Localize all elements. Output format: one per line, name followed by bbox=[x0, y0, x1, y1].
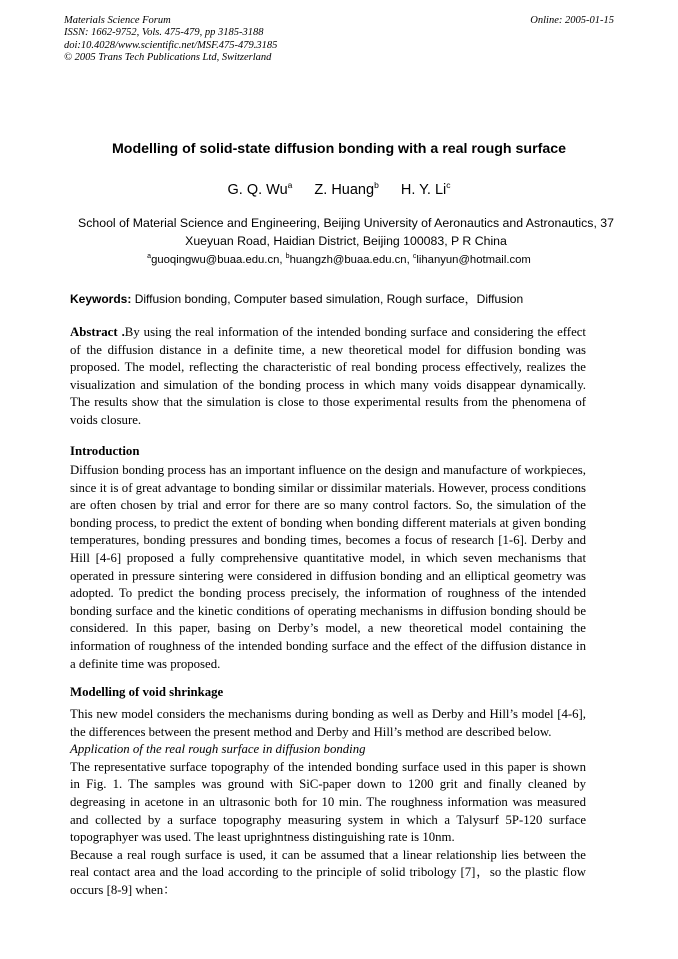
email-address[interactable]: lihanyun@hotmail.com bbox=[416, 254, 531, 266]
abstract-text: By using the real information of the intended bonding surface and considering the effect of the diffusion distance in a definite time, a new theoretical model for diffusion bonding was proposed. The model, reflecting the characteristic of real bonding process effectively, realizes the visualization and simulation of the bonding process in which many voids disappear dynamically. The results show that the simulation is close to those experimental results from the phenomena of voids closure. bbox=[70, 325, 586, 427]
surface-description: The representative surface topography of the intended bonding surface used in this paper is shown in Fig. 1. The samples was ground with SiC-paper down to 1200 grit and finally cleaned by degreasing in acetone in an ultrasonic both for 10 min. The roughness information was measured and collected by a surface topography measuring system in which a Talysurf 5P-120 surface topographyer was used. The least uprighntness distinguishing rate is 10nm. bbox=[70, 759, 586, 845]
modelling-text bbox=[70, 706, 586, 900]
abstract-label: Abstract . bbox=[70, 325, 125, 339]
email-marker: b bbox=[285, 253, 290, 260]
page-header bbox=[64, 15, 614, 65]
author bbox=[401, 182, 451, 198]
paper-title: Modelling of solid-state diffusion bonding with a real rough surface bbox=[111, 141, 566, 157]
author-list bbox=[0, 180, 678, 198]
email-address[interactable]: guoqingwu@buaa.edu.cn, bbox=[151, 254, 283, 266]
doi-line: doi:10.4028/www.scientific.net/MSF.475-479.3185 bbox=[64, 39, 278, 51]
author-name: H. Y. Li bbox=[400, 182, 447, 198]
introduction-text: Diffusion bonding process has an important influence on the design and manufacture of workpieces, since it is of great advantage to bonding similar or dissimilar materials. However, process conditions are often chosen by trial and error for there are so many control factors. So, the simulation of the bonding process, to predict the extent of bonding when bonding different materials at given bonding temperatures, bonding pressures and bonding times, becomes a focus of research [1-6]. Derby and Hill [4-6] proposed a fully comprehensive quantitative model, in which seven mechanisms that operated in pressure sintering were considered in diffusion bonding and an elliptical geometry was adopted. To predict the bonding process precisely, the information of roughness of the intended bonding surface and the kinetic conditions of operating mechanisms in diffusion bonding should be considered. In this paper, basing on Derby’s model, a new theoretical model containing the information of roughness of the intended bonding surface and the effect of the diffusion distance in a definite time was proposed. bbox=[70, 463, 586, 671]
modelling-intro: This new model considers the mechanisms during bonding as well as Derby and Hill’s model [4-6], the differences between the present method and Derby and Hill’s method are described below. bbox=[70, 707, 586, 739]
keywords-text: Diffusion bonding, Computer based simulation, Rough surface，Diffusion bbox=[134, 292, 524, 306]
author bbox=[227, 182, 292, 198]
copyright-line: © 2005 Trans Tech Publications Ltd, Switzerland bbox=[64, 52, 272, 64]
affiliation: School of Material Science and Engineering, Beijing University of Aeronautics and Astronautics, 37 Xueyuan Road, Haidian District, Beijing 100083, P R China bbox=[78, 216, 614, 248]
modelling-heading: Modelling of void shrinkage bbox=[70, 685, 224, 699]
author bbox=[314, 182, 378, 198]
online-date: Online: 2005-01-15 bbox=[530, 15, 614, 26]
plastic-flow-text: Because a real rough surface is used, it can be assumed that a linear relationship lies between the real contact area and the load according to the principle of solid tribology [7]，so the plastic flow occurs [8-9] when： bbox=[70, 847, 586, 897]
author-name: G. Q. Wu bbox=[227, 182, 288, 198]
author-marker: c bbox=[446, 180, 451, 190]
keywords bbox=[70, 290, 618, 307]
email-list bbox=[0, 253, 678, 266]
email-marker: c bbox=[412, 253, 417, 260]
issn-line: ISSN: 1662-9752, Vols. 475-479, pp 3185-3188 bbox=[64, 27, 264, 39]
journal-name: Materials Science Forum bbox=[64, 15, 171, 26]
email-marker: a bbox=[147, 253, 152, 260]
email-address[interactable]: huangzh@buaa.edu.cn, bbox=[289, 254, 410, 266]
abstract bbox=[70, 324, 586, 430]
author-marker: b bbox=[374, 180, 379, 190]
introduction-heading: Introduction bbox=[70, 444, 140, 458]
subsection-heading: Application of the real rough surface in diffusion bonding bbox=[70, 742, 366, 757]
author-marker: a bbox=[287, 180, 293, 190]
keywords-label: Keywords: bbox=[70, 292, 132, 306]
author-name: Z. Huang bbox=[314, 182, 375, 198]
